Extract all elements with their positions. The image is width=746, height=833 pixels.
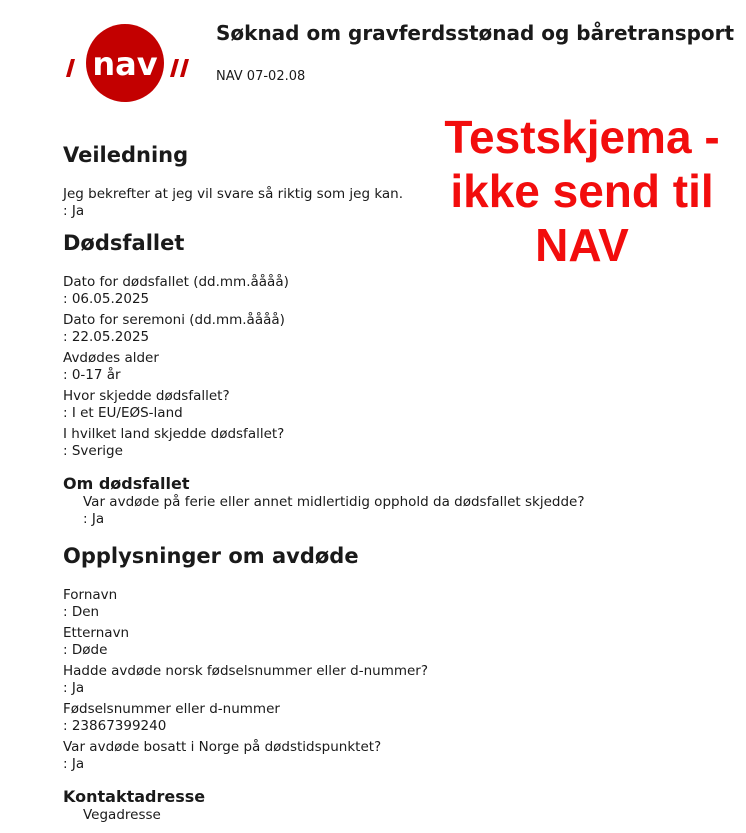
field-label: Var avdøde bosatt i Norge på dødstidspunktet? [63, 739, 382, 755]
field-label: Dato for seremoni (dd.mm.åååå) [63, 312, 285, 328]
field-label: Vegadresse [83, 807, 161, 823]
field-value: : 23867399240 [63, 718, 167, 734]
subsection-heading: Kontaktadresse [63, 787, 206, 806]
field-value: : I et EU/EØS-land [63, 405, 183, 421]
field-label: Hadde avdøde norsk fødselsnummer eller d-nummer? [63, 663, 429, 679]
section-veiledning [63, 141, 723, 220]
field-label: Avdødes alder [63, 350, 159, 366]
field-label: Fornavn [63, 587, 118, 603]
field-value: : Ja [63, 756, 85, 772]
form-number: NAV 07-02.08 [216, 69, 306, 84]
field [63, 350, 723, 384]
field-value: : Ja [63, 203, 85, 219]
form-title: Søknad om gravferdsstønad og båretransport [216, 21, 735, 45]
section-heading: Dødsfallet [63, 231, 185, 255]
field-value: : Ja [63, 680, 85, 696]
section-dodsfallet [63, 229, 723, 528]
section-opplysninger-om-avdode [63, 542, 723, 824]
field [63, 587, 723, 621]
field-value: : 0-17 år [63, 367, 121, 383]
field-label: Dato for dødsfallet (dd.mm.åååå) [63, 274, 289, 290]
subsection-om-dodsfallet [63, 474, 723, 528]
field [63, 186, 723, 220]
field-value: : 06.05.2025 [63, 291, 150, 307]
field [63, 739, 723, 773]
section-heading: Veiledning [63, 143, 189, 167]
nav-logo [60, 22, 190, 104]
subsection-kontaktadresse [63, 787, 723, 824]
field [63, 494, 723, 528]
field-value: : Den [63, 604, 100, 620]
field [63, 625, 723, 659]
field [63, 663, 723, 697]
field-label: Jeg bekrefter at jeg vil svare så riktig som jeg kan. [63, 186, 404, 202]
field-value: : Ja [83, 511, 105, 527]
svg-text:nav: nav [92, 45, 158, 83]
field [63, 312, 723, 346]
section-heading: Opplysninger om avdøde [63, 544, 359, 568]
field-value: : Sverige [63, 443, 123, 459]
field-label: I hvilket land skjedde dødsfallet? [63, 426, 285, 442]
field [63, 807, 723, 824]
field [63, 701, 723, 735]
field [63, 388, 723, 422]
field [63, 274, 723, 308]
subsection-heading: Om dødsfallet [63, 474, 190, 493]
field-label: Etternavn [63, 625, 130, 641]
field-label: Var avdøde på ferie eller annet midlertidig opphold da dødsfallet skjedde? [83, 494, 585, 510]
field-value: : Døde [63, 642, 108, 658]
field-value: : 22.05.2025 [63, 329, 150, 345]
field [63, 426, 723, 460]
field-label: Hvor skjedde dødsfallet? [63, 388, 230, 404]
form-content [63, 141, 723, 833]
field-label: Fødselsnummer eller d-nummer [63, 701, 280, 717]
test-form-watermark: Testskjema - ikke send til NAV [444, 111, 720, 271]
